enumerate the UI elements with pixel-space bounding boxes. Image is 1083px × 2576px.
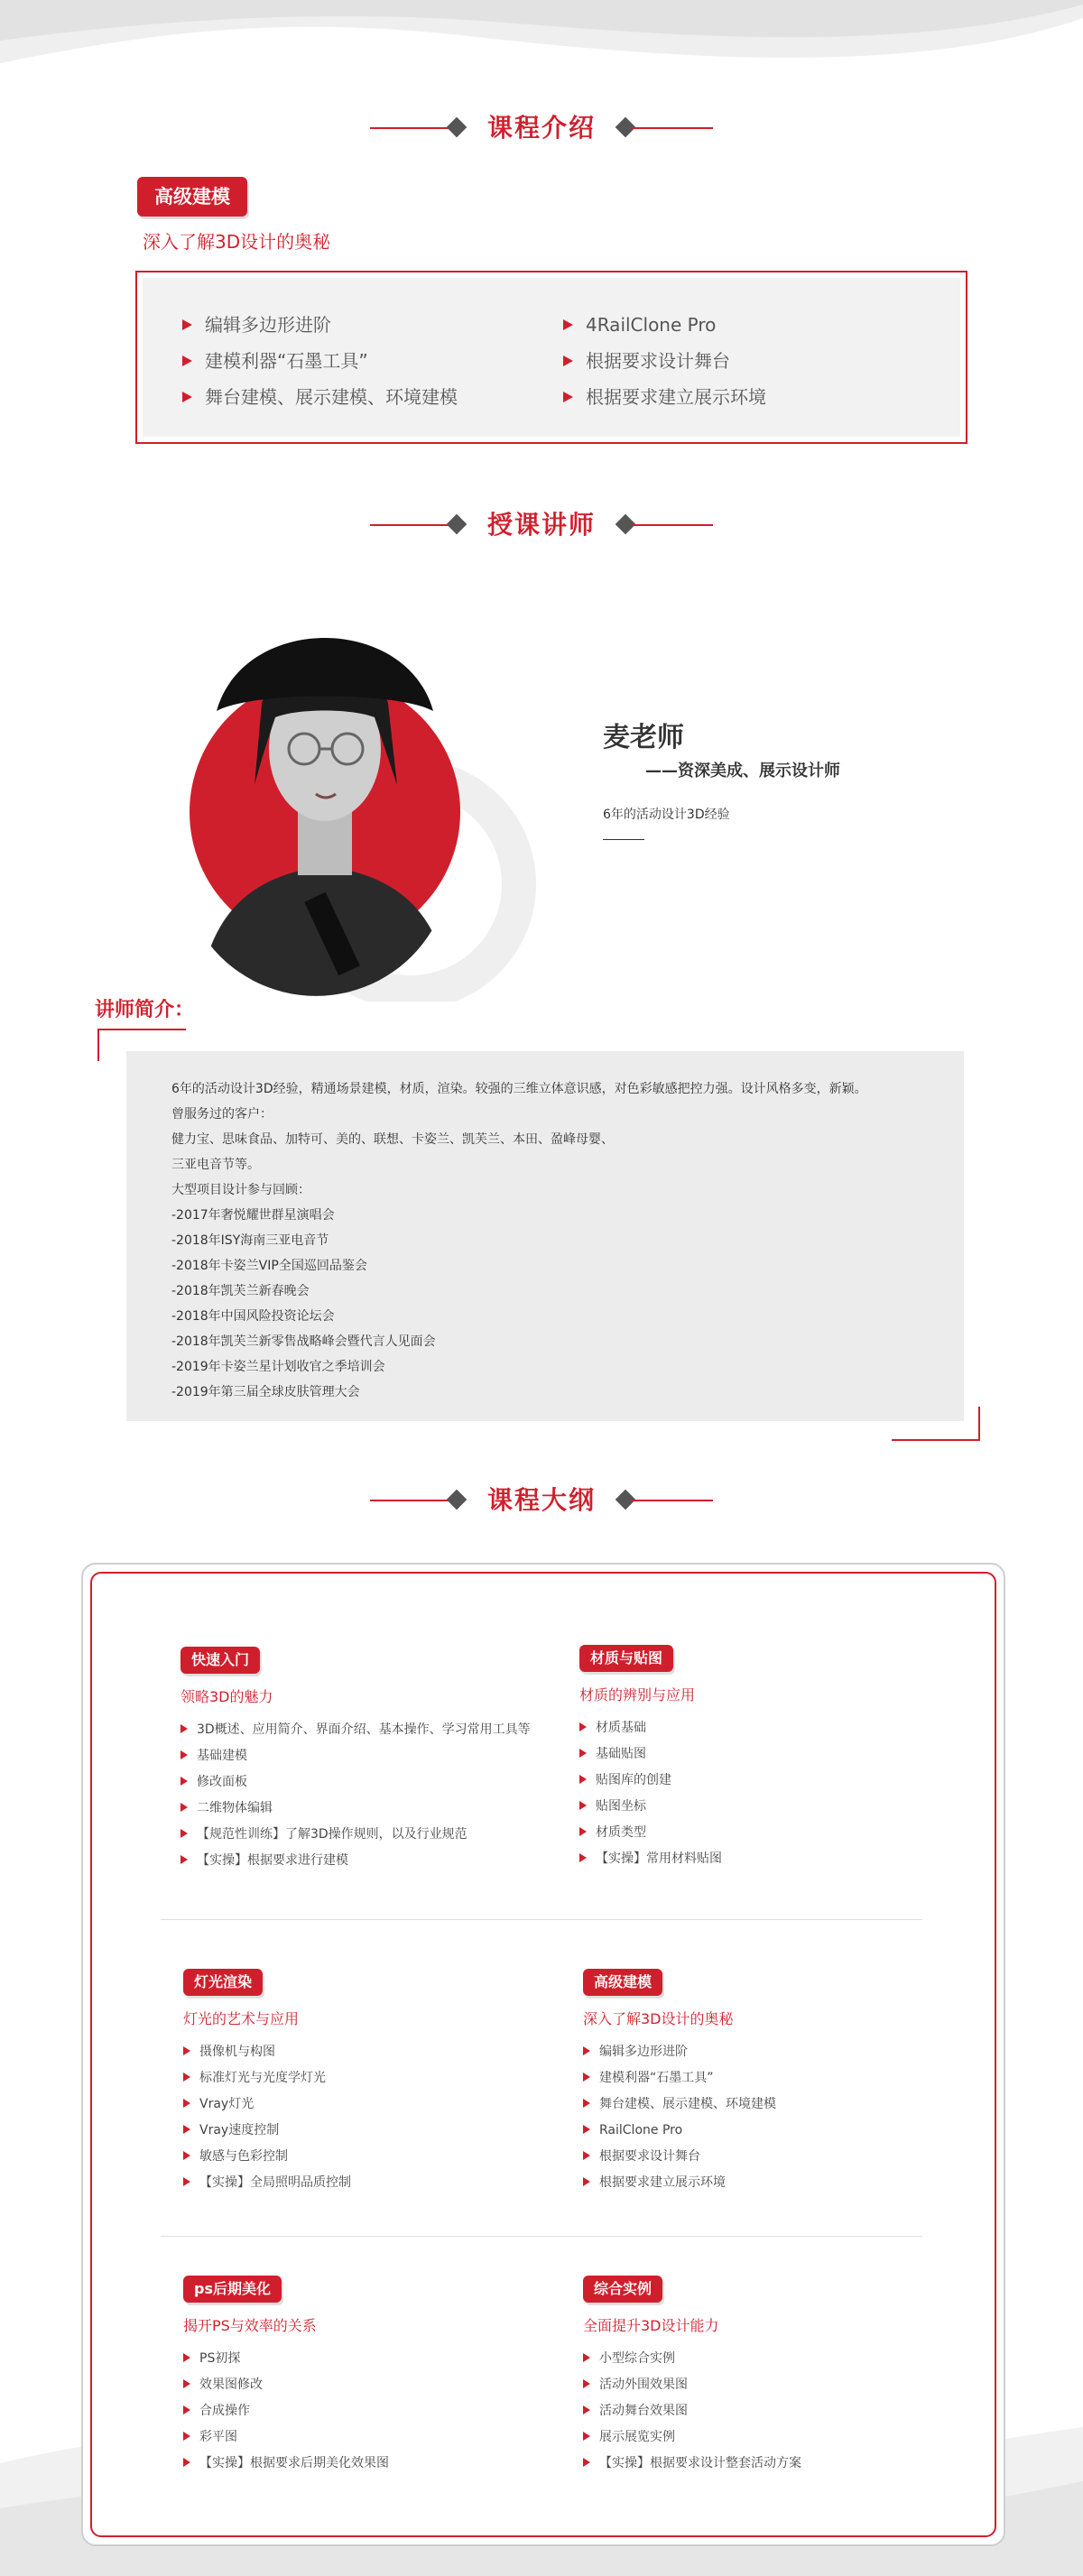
list-item: 舞台建模、展示建模、环境建模 [583, 2091, 980, 2118]
arrow-right-icon [183, 2458, 190, 2467]
module-divider [161, 1919, 922, 1920]
divider-short [603, 839, 644, 840]
bio-line: -2019年卡姿兰星计划收官之季培训会 [171, 1360, 385, 1374]
arrow-right-icon [183, 2046, 190, 2055]
intro-left-list [182, 307, 458, 415]
list-item: 摄像机与构图 [183, 2039, 580, 2065]
arrow-right-icon [183, 2073, 190, 2082]
bio-line: -2018年凯芙兰新春晚会 [171, 1284, 310, 1298]
bio-line: -2019年第三届全球皮肤管理大会 [171, 1385, 360, 1399]
corner-line-left [97, 1029, 99, 1061]
list-item: 【实操】根据要求设计整套活动方案 [583, 2451, 980, 2477]
intro-tag: 高级建模 [137, 177, 247, 217]
section-title: 课程大纲 [486, 1485, 596, 1515]
bio-line: 三亚电音节等。 [171, 1158, 260, 1172]
intro-subtitle: 深入了解3D设计的奥秘 [143, 231, 331, 253]
teacher-title: ——资深美成、展示设计师 [645, 762, 840, 780]
bio-box [126, 1051, 964, 1421]
list-item: 合成操作 [183, 2398, 580, 2424]
arrow-right-icon [183, 2177, 190, 2186]
corner-line-right [978, 1407, 980, 1441]
list-item: 彩平图 [183, 2424, 580, 2451]
list-item: 小型综合实例 [583, 2346, 980, 2372]
arrow-right-icon [180, 1829, 188, 1838]
arrow-right-icon [180, 1750, 188, 1759]
arrow-right-icon [583, 2177, 590, 2186]
list-item: 4RailClone Pro [563, 307, 766, 343]
section-header-teacher [0, 507, 1083, 543]
list-item: 【实操】根据要求进行建模 [180, 1848, 578, 1874]
arrow-right-icon [180, 1777, 188, 1786]
module-lighting [183, 1969, 580, 2196]
list-item: 根据要求建立展示环境 [563, 379, 766, 415]
arrow-right-icon [579, 1749, 587, 1758]
module-subtitle: 灯光的艺术与应用 [183, 2010, 300, 2027]
section-header-outline [0, 1482, 1083, 1519]
bio-line: 6年的活动设计3D经验，精通场景建模，材质，渲染。较强的三维立体意识感，对色彩敏感把控力强。设计风格多变，新颖。 [171, 1082, 867, 1096]
list-item: 【规范性训练】了解3D操作规则，以及行业规范 [180, 1822, 578, 1848]
list-item: 【实操】常用材料贴图 [579, 1846, 977, 1872]
module-tag: 高级建模 [583, 1969, 662, 1996]
bio-line: -2018年中国风险投资论坛会 [171, 1309, 335, 1324]
module-ps-postprocess [183, 2276, 580, 2477]
arrow-right-icon [563, 355, 573, 366]
bio-line: -2018年卡姿兰VIP全国巡回品鉴会 [171, 1259, 367, 1273]
module-subtitle: 深入了解3D设计的奥秘 [583, 2010, 734, 2027]
list-item: 二维物体编辑 [180, 1796, 578, 1822]
corner-line-bottom [892, 1439, 980, 1441]
list-item: 根据要求设计舞台 [583, 2144, 980, 2170]
arrow-right-icon [583, 2073, 590, 2082]
bio-line: 曾服务过的客户： [171, 1107, 273, 1122]
list-item: 基础建模 [180, 1743, 578, 1769]
module-subtitle: 材质的辨别与应用 [579, 1686, 696, 1703]
arrow-right-icon [183, 2405, 190, 2414]
list-item: 活动外围效果图 [583, 2372, 980, 2398]
list-item: Vray灯光 [183, 2091, 580, 2118]
module-materials [579, 1645, 977, 1872]
module-tag: 材质与贴图 [579, 1645, 673, 1672]
arrow-right-icon [583, 2405, 590, 2414]
list-item: 标准灯光与光度学灯光 [183, 2065, 580, 2091]
module-advanced-modeling [583, 1969, 980, 2196]
list-item: 根据要求设计舞台 [563, 343, 766, 379]
arrow-right-icon [579, 1853, 587, 1862]
arrow-right-icon [183, 2099, 190, 2108]
arrow-right-icon [583, 2379, 590, 2388]
list-item: 基础贴图 [579, 1741, 977, 1768]
module-subtitle: 领略3D的魅力 [180, 1688, 273, 1705]
arrow-right-icon [563, 392, 573, 402]
list-item: 敏感与色彩控制 [183, 2144, 580, 2170]
arrow-right-icon [583, 2151, 590, 2160]
list-item: 活动舞台效果图 [583, 2398, 980, 2424]
module-divider [161, 2236, 922, 2237]
bio-line: -2017年奢悦耀世群星演唱会 [171, 1208, 335, 1223]
arrow-right-icon [183, 2125, 190, 2134]
intro-box [135, 271, 967, 444]
module-tag: 灯光渲染 [183, 1969, 263, 1996]
list-item: 修改面板 [180, 1769, 578, 1796]
intro-right-list [563, 307, 766, 415]
arrow-right-icon [180, 1855, 188, 1864]
bio-line: -2018年ISY海南三亚电音节 [171, 1233, 329, 1248]
arrow-right-icon [583, 2458, 590, 2467]
list-item: 建模利器“石墨工具” [583, 2065, 980, 2091]
list-item: 【实操】根据要求后期美化效果图 [183, 2451, 580, 2477]
top-wave-decoration [0, 0, 1083, 81]
list-item: 舞台建模、展示建模、环境建模 [182, 379, 458, 415]
arrow-right-icon [182, 319, 192, 330]
list-item: 展示展览实例 [583, 2424, 980, 2451]
arrow-right-icon [182, 392, 192, 402]
arrow-right-icon [579, 1722, 587, 1731]
list-item: 根据要求建立展示环境 [583, 2170, 980, 2196]
arrow-right-icon [183, 2353, 190, 2362]
module-comprehensive [583, 2276, 980, 2477]
bio-line: 大型项目设计参与回顾： [171, 1183, 310, 1197]
module-subtitle: 揭开PS与效率的关系 [183, 2317, 317, 2334]
list-item: 材质类型 [579, 1820, 977, 1846]
teacher-experience: 6年的活动设计3D经验 [603, 808, 730, 822]
arrow-right-icon [180, 1803, 188, 1812]
list-item: 材质基础 [579, 1715, 977, 1741]
list-item: 建模利器“石墨工具” [182, 343, 458, 379]
bio-heading: 讲师简介： [95, 999, 195, 1021]
arrow-right-icon [183, 2432, 190, 2441]
arrow-right-icon [579, 1827, 587, 1836]
list-item: 编辑多边形进阶 [182, 307, 458, 343]
arrow-right-icon [579, 1775, 587, 1784]
arrow-right-icon [583, 2432, 590, 2441]
list-item: 贴图库的创建 [579, 1768, 977, 1794]
bio-line: 健力宝、思味食品、加特可、美的、联想、卡姿兰、凯芙兰、本田、盈峰母婴、 [171, 1132, 614, 1147]
list-item: 编辑多边形进阶 [583, 2039, 980, 2065]
arrow-right-icon [579, 1801, 587, 1810]
arrow-right-icon [182, 355, 192, 366]
corner-line-top [97, 1029, 186, 1030]
arrow-right-icon [583, 2353, 590, 2362]
list-item: Vray速度控制 [183, 2118, 580, 2144]
module-tag: ps后期美化 [183, 2276, 282, 2303]
section-title: 课程介绍 [486, 113, 596, 143]
list-item: 【实操】全局照明品质控制 [183, 2170, 580, 2196]
arrow-right-icon [583, 2099, 590, 2108]
list-item: 3D概述、应用简介、界面介绍、基本操作、学习常用工具等 [180, 1717, 578, 1743]
module-subtitle: 全面提升3D设计能力 [583, 2317, 719, 2334]
bio-line: -2018年凯芙兰新零售战略峰会暨代言人见面会 [171, 1334, 436, 1349]
arrow-right-icon [583, 2046, 590, 2055]
module-tag: 快速入门 [180, 1647, 260, 1674]
section-header-intro [0, 110, 1083, 146]
module-quick-start [180, 1647, 578, 1874]
list-item: 贴图坐标 [579, 1794, 977, 1820]
teacher-portrait [171, 605, 551, 1002]
arrow-right-icon [180, 1724, 188, 1733]
list-item: PS初探 [183, 2346, 580, 2372]
arrow-right-icon [563, 319, 573, 330]
module-tag: 综合实例 [583, 2276, 662, 2303]
arrow-right-icon [583, 2125, 590, 2134]
arrow-right-icon [183, 2379, 190, 2388]
arrow-right-icon [183, 2151, 190, 2160]
teacher-name: 麦老师 [603, 722, 684, 753]
list-item: 效果图修改 [183, 2372, 580, 2398]
list-item: RailClone Pro [583, 2118, 980, 2144]
section-title: 授课讲师 [486, 510, 596, 540]
